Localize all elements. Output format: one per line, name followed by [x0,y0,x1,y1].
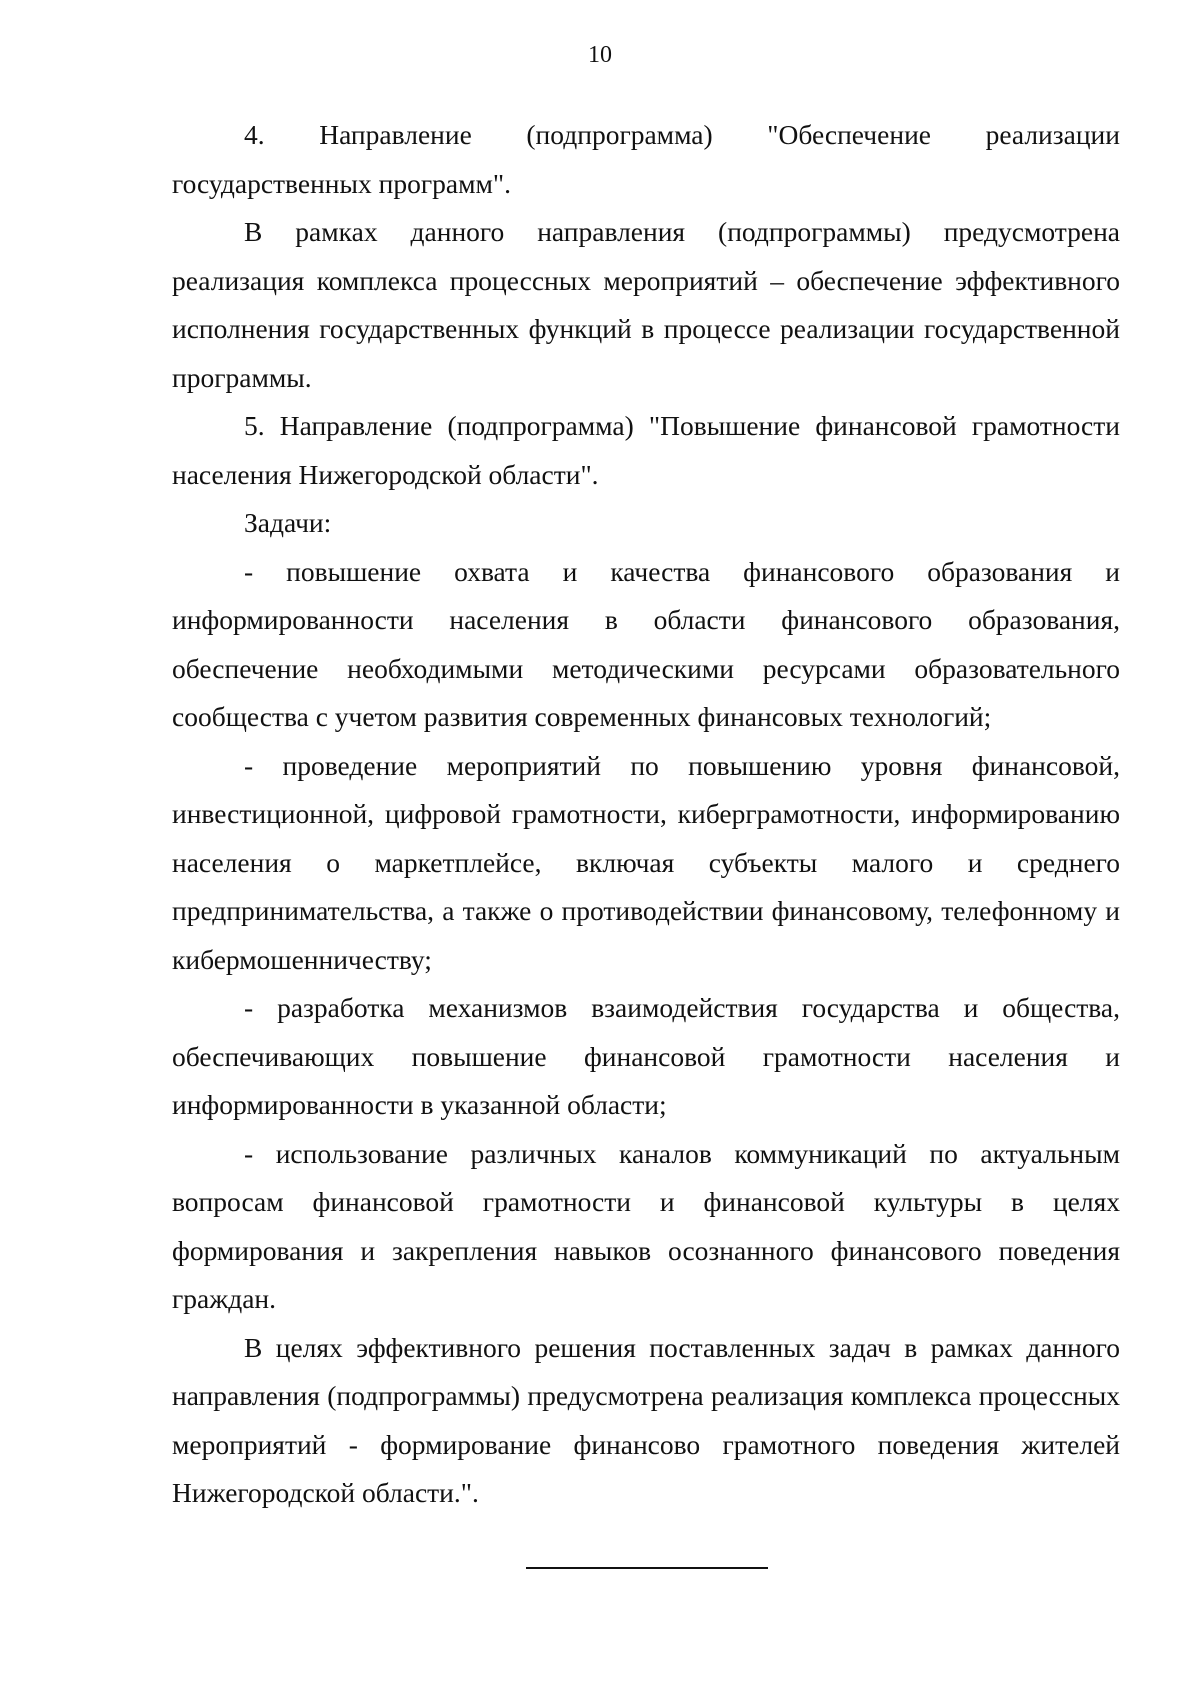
section-5-conclusion: В целях эффективного решения поставленных задач в рамках данного направления (подпрограммы) предусмотрена реализация комплекса процессных мероприятий - формирование финансово грамотного поведения жителей Нижегородской области.". [172,1331,1120,1508]
closing-divider [526,1567,768,1569]
tasks-label: Задачи: [244,507,332,538]
section-5-heading: 5. Направление (подпрограмма) "Повышение финансовой грамотности населения Нижегородской области". [172,410,1120,490]
task-item-3: - разработка механизмов взаимодействия государства и общества, обеспечивающих повышение финансовой грамотности населения и информированности в указанной области; [172,992,1120,1120]
task-item-2: - проведение мероприятий по повышению уровня финансовой, инвестиционной, цифровой грамотности, киберграмотности, информированию населения о маркетплейсе, включая субъекты малого и среднего предпринимательства, а также о противодействии финансовому, телефонному и кибермошенничеству; [172,749,1120,975]
section-4-description: В рамках данного направления (подпрограммы) предусмотрена реализация комплекса процессных мероприятий – обеспечение эффективного исполнения государственных функций в процессе реализации государственной программы. [172,216,1120,393]
document-body [172,111,1120,1518]
task-item-1: - повышение охвата и качества финансового образования и информированности населения в области финансового образования, обеспечение необходимыми методическими ресурсами образовательного сообщества с учетом развития современных финансовых технологий; [172,555,1120,732]
page-number: 10 [588,42,612,68]
section-4-heading: 4. Направление (подпрограмма) "Обеспечение реализации государственных программ". [172,119,1120,199]
task-item-4: - использование различных каналов коммуникаций по актуальным вопросам финансовой грамотности и финансовой культуры в целях формирования и закрепления навыков осознанного финансового поведения граждан. [172,1137,1120,1314]
